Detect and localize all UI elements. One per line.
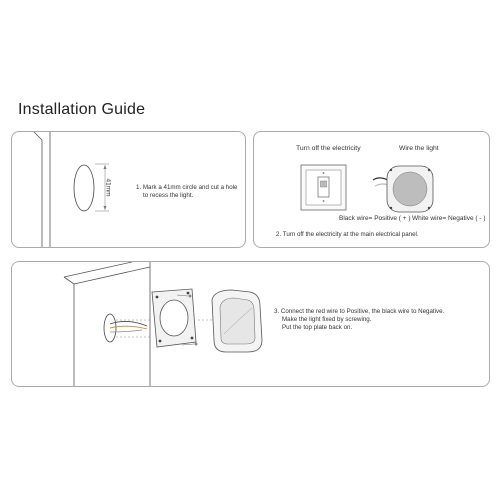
- step3-panel: [11, 261, 490, 387]
- light-lens: [393, 172, 427, 206]
- dimension-label: 41mm: [104, 178, 112, 197]
- cut-hole-circle: [74, 165, 94, 211]
- step2-heading-left: Turn off the electricity: [296, 145, 361, 152]
- step2-panel: [253, 131, 490, 248]
- black-wire-label: Black wire= Positive ( + ): [339, 215, 411, 222]
- step2-text: 2. Turn off the electricity at the main electrical panel.: [276, 231, 419, 238]
- step3-line1: 3. Connect the red wire to Positive, the black wire to Negative.: [274, 308, 445, 315]
- white-wire-label: White wire= Negative ( - ): [412, 215, 486, 222]
- cover-plate: [212, 290, 262, 352]
- step3-line3: Put the top plate back on.: [282, 324, 353, 331]
- light-wiring-icon: [371, 160, 451, 220]
- step1-line1: 1. Mark a 41mm circle and cut a hole: [136, 184, 238, 191]
- step1-line2: to recess the light.: [143, 192, 194, 199]
- installation-illustration: [12, 262, 312, 386]
- page-title: Installation Guide: [18, 101, 146, 118]
- light-switch-icon: [301, 165, 361, 215]
- step3-line2: Make the light fixed by screwing.: [282, 316, 372, 323]
- step2-heading-right: Wire the light: [399, 145, 439, 152]
- mounting-frame: [152, 289, 196, 347]
- step1-panel: [11, 131, 246, 248]
